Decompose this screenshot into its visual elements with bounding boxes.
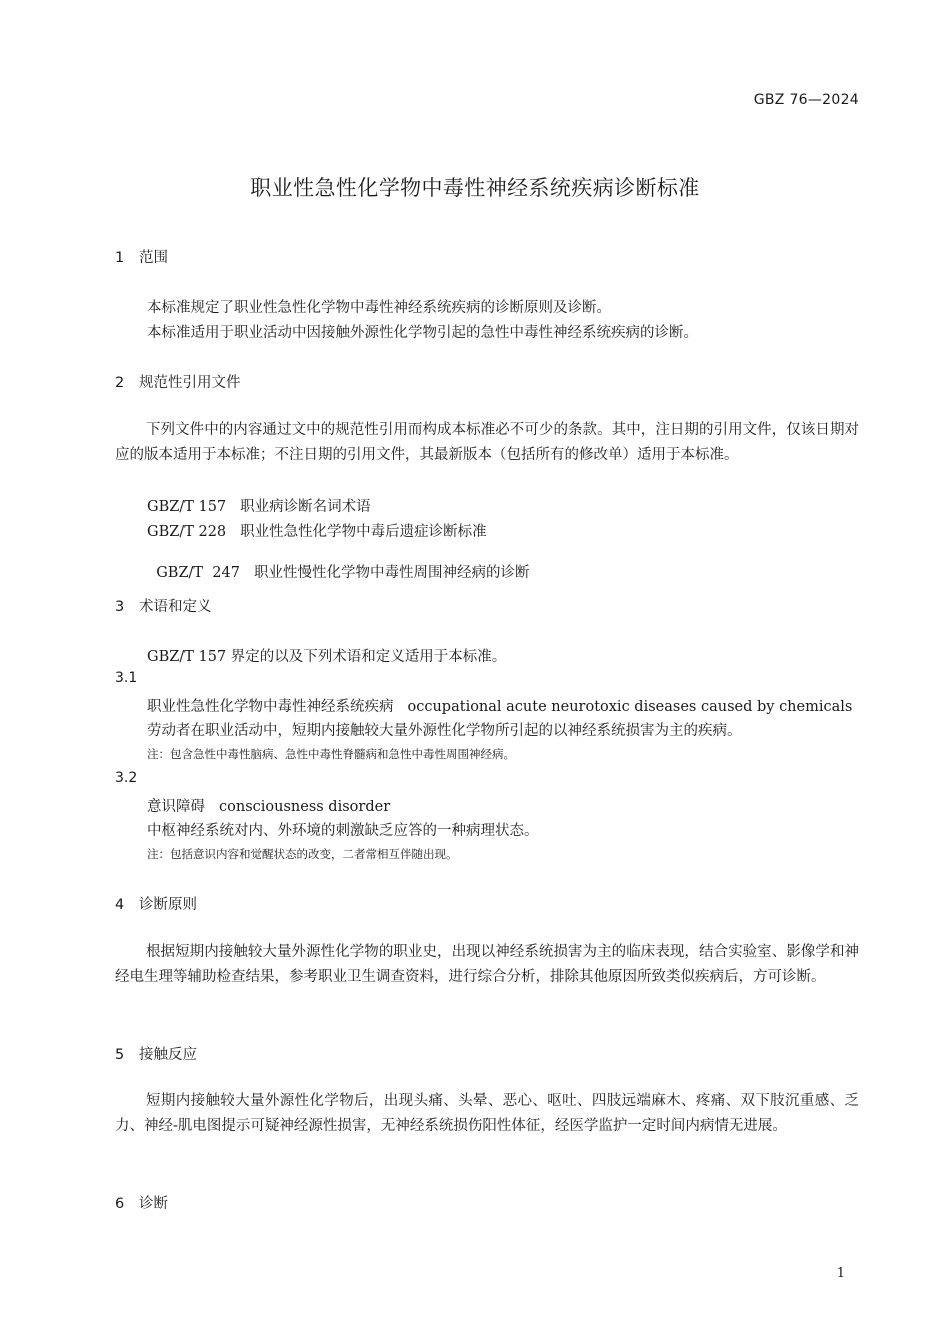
section-3-intro: GBZ/T 157 界定的以及下列术语和定义适用于本标准。	[147, 649, 507, 665]
section-number: 4	[115, 897, 125, 913]
note-label: 注：	[147, 847, 170, 861]
section-1-heading	[115, 246, 168, 267]
reference-code: GBZ/T 228	[147, 524, 227, 540]
term-3-1-definition: 劳动者在职业活动中，短期内接触较大量外源性化学物所引起的以神经系统损害为主的疾病。	[147, 723, 742, 739]
note-text: 包含急性中毒性脑病、急性中毒性脊髓病和急性中毒性周围神经病。	[170, 747, 515, 761]
term-chinese: 职业性急性化学物中毒性神经系统疾病	[147, 699, 394, 715]
section-1-paragraph-2: 本标准适用于职业活动中因接触外源性化学物引起的急性中毒性神经系统疾病的诊断。	[147, 325, 698, 341]
document-title: 职业性急性化学物中毒性神经系统疾病诊断标准	[250, 176, 700, 200]
section-title: 规范性引用文件	[139, 375, 241, 391]
term-english: consciousness disorder	[219, 799, 391, 815]
reference-name: 职业性急性化学物中毒后遗症诊断标准	[240, 524, 487, 540]
section-number: 6	[115, 1196, 125, 1212]
section-4-heading	[115, 893, 197, 914]
reference-item	[147, 495, 371, 516]
term-chinese: 意识障碍	[147, 799, 205, 815]
note-text: 包括意识内容和觉醒状态的改变，二者常相互伴随出现。	[170, 847, 458, 861]
reference-name: 职业性慢性化学物中毒性周围神经病的诊断	[253, 565, 530, 581]
reference-item	[147, 545, 529, 582]
term-3-1-note	[147, 746, 515, 762]
reference-code: GBZ/T 247	[156, 565, 240, 581]
section-3-heading	[115, 595, 212, 616]
reference-item	[147, 520, 487, 541]
term-3-2-definition: 中枢神经系统对内、外环境的刺激缺乏应答的一种病理状态。	[147, 823, 539, 839]
page-number: 1	[836, 1266, 845, 1281]
term-english: occupational acute neurotoxic diseases caused by chemicals	[407, 699, 853, 715]
term-3-2-note	[147, 846, 458, 862]
term-3-2	[147, 795, 390, 816]
section-6-heading	[115, 1192, 168, 1213]
reference-code: GBZ/T 157	[147, 499, 227, 515]
term-3-2-number: 3.2	[115, 770, 138, 786]
section-title: 诊断原则	[139, 897, 197, 913]
section-5-heading	[115, 1043, 197, 1064]
section-2-heading	[115, 371, 241, 392]
standard-code: GBZ 76—2024	[753, 92, 859, 108]
section-title: 诊断	[139, 1196, 168, 1212]
note-label: 注：	[147, 747, 170, 761]
term-3-1-number: 3.1	[115, 670, 138, 686]
section-number: 3	[115, 599, 125, 615]
section-title: 接触反应	[139, 1047, 197, 1063]
term-3-1	[147, 695, 852, 716]
section-4-paragraph: 根据短期内接触较大量外源性化学物的职业史，出现以神经系统损害为主的临床表现，结合实验室、影像学和神经电生理等辅助检查结果，参考职业卫生调查资料，进行综合分析，排除其他原因所致类似疾病后，方可诊断。	[115, 944, 859, 985]
section-number: 5	[115, 1047, 125, 1063]
section-2-paragraph: 下列文件中的内容通过文中的规范性引用而构成本标准必不可少的条款。其中，注日期的引用文件，仅该日期对应的版本适用于本标准；不注日期的引用文件，其最新版本（包括所有的修改单）适用于本标准。	[115, 422, 859, 463]
section-5-paragraph: 短期内接触较大量外源性化学物后，出现头痛、头晕、恶心、呕吐、四肢远端麻木、疼痛、双下肢沉重感、乏力、神经-肌电图提示可疑神经源性损害，无神经系统损伤阳性体征，经医学监护一定时间内病情无进展。	[115, 1093, 859, 1134]
section-title: 范围	[139, 250, 168, 266]
section-number: 2	[115, 375, 125, 391]
reference-name: 职业病诊断名词术语	[240, 499, 371, 515]
section-1-paragraph-1: 本标准规定了职业性急性化学物中毒性神经系统疾病的诊断原则及诊断。	[147, 300, 611, 316]
section-title: 术语和定义	[139, 599, 212, 615]
section-number: 1	[115, 250, 125, 266]
